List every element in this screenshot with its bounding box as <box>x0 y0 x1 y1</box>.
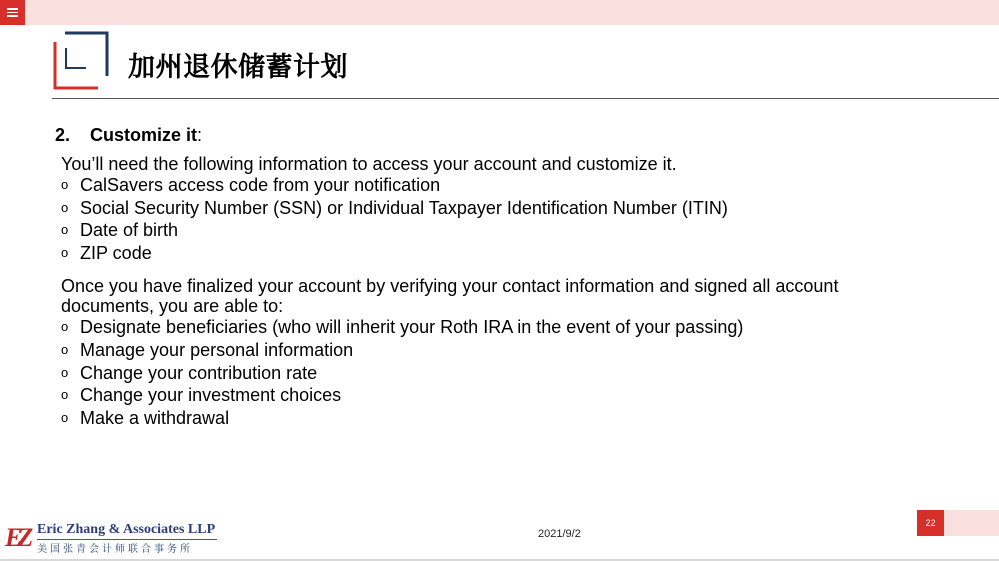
bullet-circle-icon: o <box>61 409 69 425</box>
list-item: o Manage your personal information <box>61 339 354 360</box>
list-item: o Social Security Number (SSN) or Individual Taxpayer Identification Number (ITIN) <box>61 197 728 218</box>
list-item: o Date of birth <box>61 220 179 241</box>
list-item: o CalSavers access code from your notification <box>61 175 441 195</box>
list-item: o Change your investment choices <box>61 385 342 406</box>
list-item: o Make a withdrawal <box>61 407 230 428</box>
bullet-circle-icon: o <box>61 364 69 380</box>
bullet-circle-icon: o <box>61 319 69 335</box>
bullet-circle-icon: o <box>61 341 69 357</box>
intro-paragraph: You’ll need the following information to access your account and customize it. <box>61 154 677 174</box>
bullet-circle-icon: o <box>61 177 69 192</box>
list-item: o Designate beneficiaries (who will inherit your Roth IRA in the event of your passing) <box>61 317 744 338</box>
section-heading <box>55 124 954 146</box>
section-title-colon: : <box>197 125 203 145</box>
section-title: Customize it <box>90 125 198 145</box>
top-bar <box>0 0 999 25</box>
slide-content <box>54 124 954 429</box>
capabilities-list <box>61 316 954 429</box>
title-divider <box>52 98 999 99</box>
page-number-strip <box>944 510 999 536</box>
page-number: 22 <box>917 510 944 536</box>
firm-logo <box>5 521 220 555</box>
capabilities-intro: Once you have finalized your account by verifying your contact information and signed all account documents, you are able to: <box>61 276 839 317</box>
requirements-list <box>61 174 954 264</box>
section-number: 2. <box>55 125 71 145</box>
list-item: o Change your contribution rate <box>61 362 318 383</box>
list-item: o ZIP code <box>61 242 152 263</box>
ez-logo-icon: EZ <box>5 523 29 552</box>
firm-name: Eric Zhang & Associates LLP <box>37 522 216 537</box>
bullet-circle-icon: o <box>61 199 69 215</box>
slide-date: 2021/9/2 <box>538 528 581 540</box>
bullet-circle-icon: o <box>61 244 69 260</box>
hamburger-menu-icon[interactable] <box>0 0 25 25</box>
firm-name-cn: 美国张青会计师联合事务所 <box>37 544 193 555</box>
bullet-circle-icon: o <box>61 222 69 238</box>
bracket-logo-icon <box>52 30 110 90</box>
page-title: 加州退休储蓄计划 <box>128 52 348 83</box>
bullet-circle-icon: o <box>61 387 69 403</box>
